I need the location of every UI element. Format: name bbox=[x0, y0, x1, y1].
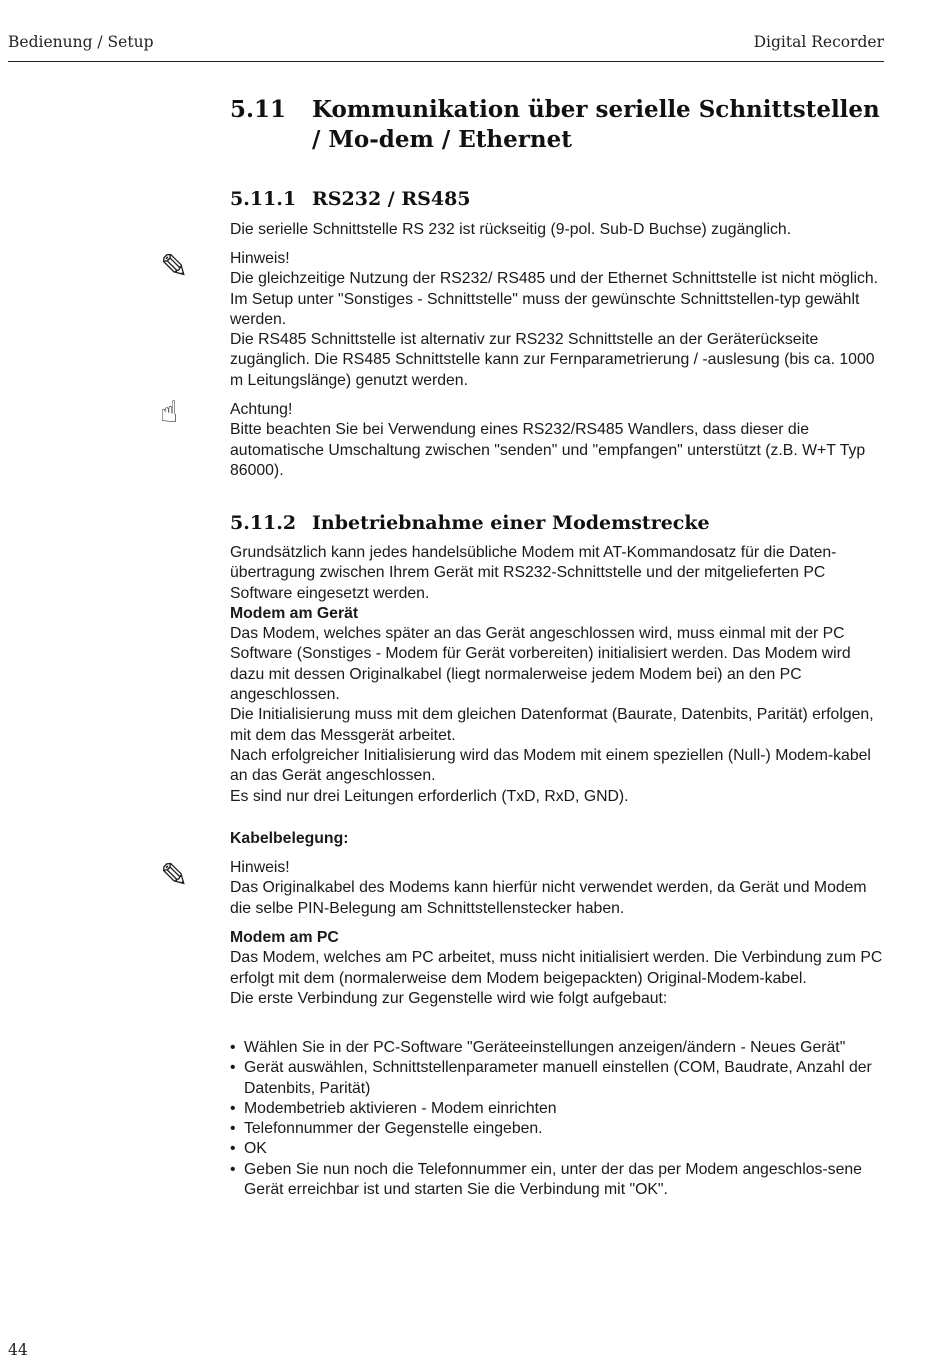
paragraph: Bitte beachten Sie bei Verwendung eines RS232/RS485 Wandlers, dass dieser die automatische Umschaltung zwischen "senden" und "empfangen" unterstützt (z.B. W+T Typ 86000). bbox=[230, 421, 866, 479]
pencil-icon: ✎ bbox=[160, 856, 189, 896]
section-number: 5.11 bbox=[230, 96, 287, 123]
pointing-finger-icon: ☝ bbox=[160, 395, 179, 430]
modem-device-heading: Modem am Gerät bbox=[230, 604, 359, 622]
subsection-heading-5-11-1 bbox=[230, 187, 890, 211]
note-block-rs485 bbox=[230, 249, 886, 391]
cable-heading: Kabelbelegung: bbox=[230, 830, 349, 847]
note-label: Hinweis! bbox=[230, 859, 290, 876]
modem-intro-block bbox=[230, 543, 886, 807]
section-title: Kommunikation über serielle Schnittstellen / Mo-dem / Ethernet bbox=[312, 96, 880, 153]
paragraph: Das Modem, welches am PC arbeitet, muss nicht initialisiert werden. Die Verbindung zum PC erfolgt mit dem (normalerweise dem Modem beigepackten) Original-Modem-kabel. bbox=[230, 949, 883, 987]
modem-pc-heading: Modem am PC bbox=[230, 929, 339, 946]
paragraph: Die Initialisierung muss mit dem gleichen Datenformat (Baurate, Datenbits, Parität) erfolgen, mit dem das Messgerät arbeitet. bbox=[230, 706, 874, 744]
section-heading-5-11 bbox=[230, 95, 890, 155]
list-item: • Telefonnummer der Gegenstelle eingeben. bbox=[230, 1119, 886, 1139]
warning-label: Achtung! bbox=[230, 401, 293, 418]
subsection-title: RS232 / RS485 bbox=[312, 188, 471, 210]
cable-heading-block bbox=[230, 829, 886, 849]
steps-list-block bbox=[230, 1038, 886, 1200]
list-item: • Modembetrieb aktivieren - Modem einrichten bbox=[230, 1099, 886, 1119]
list-item: • Geben Sie nun noch die Telefonnummer ein, unter der das per Modem angeschlos-sene Gerät erreichbar ist und starten Sie die Verbindung mit "OK". bbox=[230, 1160, 886, 1201]
modem-pc-block bbox=[230, 928, 886, 1009]
rs232-intro-block bbox=[230, 220, 886, 240]
paragraph: Es sind nur drei Leitungen erforderlich (TxD, RxD, GND). bbox=[230, 787, 629, 805]
subsection-number: 5.11.1 bbox=[230, 188, 297, 210]
paragraph: Nach erfolgreicher Initialisierung wird das Modem mit einem speziellen (Null-) Modem-kabel an das Gerät angeschlossen. bbox=[230, 746, 871, 785]
subsection-title: Inbetriebnahme einer Modemstrecke bbox=[312, 512, 710, 534]
subsection-heading-5-11-2 bbox=[230, 511, 890, 535]
note-label: Hinweis! bbox=[230, 250, 290, 267]
list-item: • Wählen Sie in der PC-Software "Geräteeinstellungen anzeigen/ändern - Neues Gerät" bbox=[230, 1038, 886, 1058]
paragraph: Das Modem, welches später an das Gerät angeschlossen wird, muss einmal mit der PC Software (Sonstiges - Modem für Gerät vorbereiten) initialisiert werden. Das Modem wird dazu mit dessen Originalkabel (liegt normalerweise jedem Modem bei) an den PC angeschlossen. bbox=[230, 625, 851, 704]
page-header bbox=[8, 30, 884, 62]
note-block-cable bbox=[230, 858, 886, 919]
warning-block bbox=[230, 400, 886, 481]
paragraph: Das Originalkabel des Modems kann hierfür nicht verwendet werden, da Gerät und Modem die selbe PIN-Belegung am Schnittstellenstecker haben. bbox=[230, 879, 867, 917]
steps-list bbox=[230, 1038, 886, 1200]
paragraph: Die gleichzeitige Nutzung der RS232/ RS485 und der Ethernet Schnittstelle ist nicht möglich. Im Setup unter "Sonstiges - Schnittstelle" muss der gewünschte Schnittstellen-typ gewählt werden. bbox=[230, 270, 879, 328]
paragraph: Die RS485 Schnittstelle ist alternativ zur RS232 Schnittstelle an der Geräterückseite zugänglich. Die RS485 Schnittstelle kann zur Fernparametrierung / -auslesung (bis ca. 1000 m Leitungslänge) genutzt werden. bbox=[230, 331, 875, 389]
header-section: Bedienung / Setup bbox=[8, 33, 154, 51]
header-product: Digital Recorder bbox=[753, 33, 884, 51]
pencil-icon: ✎ bbox=[160, 247, 189, 287]
paragraph: Die serielle Schnittstelle RS 232 ist rückseitig (9-pol. Sub-D Buchse) zugänglich. bbox=[230, 221, 792, 238]
subsection-number: 5.11.2 bbox=[230, 512, 297, 534]
paragraph: Die erste Verbindung zur Gegenstelle wird wie folgt aufgebaut: bbox=[230, 989, 668, 1007]
list-item: • OK bbox=[230, 1139, 886, 1159]
page-number: 44 bbox=[8, 1341, 28, 1359]
list-item: • Gerät auswählen, Schnittstellenparameter manuell einstellen (COM, Baudrate, Anzahl der Datenbits, Parität) bbox=[230, 1058, 886, 1099]
paragraph: Grundsätzlich kann jedes handelsübliche Modem mit AT-Kommandosatz für die Daten-übertragung zwischen Ihrem Gerät mit RS232-Schnittstelle und der mitgelieferten PC Software eingesetzt werden. bbox=[230, 544, 837, 602]
